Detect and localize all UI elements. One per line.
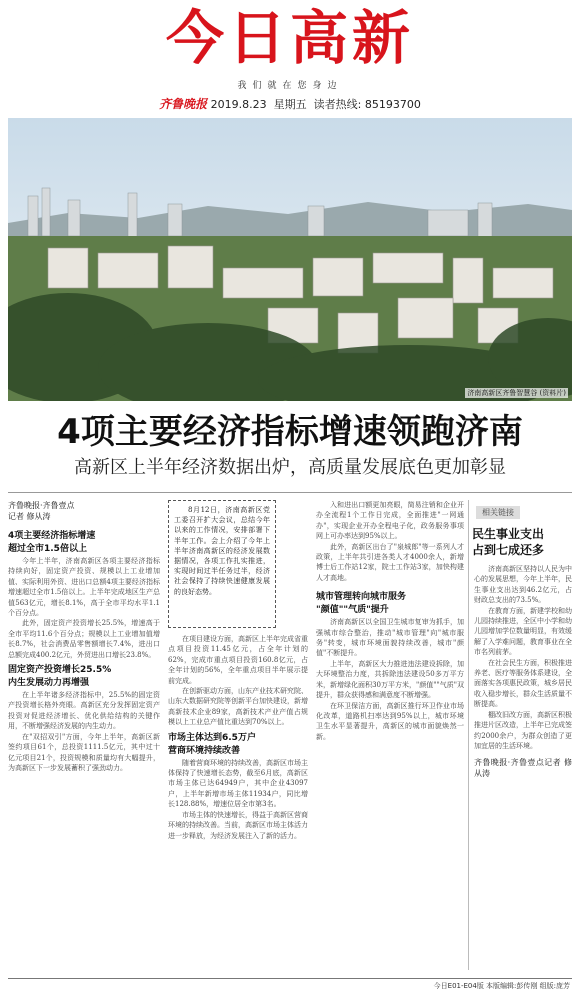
paragraph: 棚改旧改方面，高新区积极推进片区改造，上半年已完成签约2000余户，为群众创造了更加宜居的生活环境。	[474, 710, 572, 750]
issue-weekday: 星期五	[273, 98, 307, 111]
sidebar-headline-line2: 占到七成还多	[472, 543, 545, 557]
headline-divider	[8, 492, 572, 493]
masthead-title: 今日高新	[165, 4, 414, 72]
subhead-3a: 市场主体达到6.5万户	[168, 732, 256, 743]
subhead-4b: "颜值""气质"提升	[316, 605, 389, 616]
paragraph: 在"双招双引"方面，今年上半年，高新区新签约项目61个，总投资1111.5亿元，其中过十亿元项目21个，投资规模和质量均有大幅提升，为高新区下一步发展蓄积了强劲动力。	[8, 732, 160, 772]
byline-source: 齐鲁晚报·齐鲁壹点	[8, 501, 75, 510]
sidebar-headline-line1: 民生事业支出	[472, 527, 545, 541]
paragraph: 在上半年诸多经济指标中，25.5%的固定资产投资增长格外亮眼。高新区充分发挥固定资产投资对促进经济增长、优化供给结构的关键作用，不断增强经济发展的内生动力。	[8, 691, 160, 731]
paragraph: 在环卫保洁方面，高新区推行环卫作业市场化改革，道路机扫率达到95%以上，城市环境卫生水平显著提升，高新区的城市面貌焕然一新。	[316, 701, 464, 741]
page-footer: 今日E01-E04版 本版编辑:彭传刚 组版:庞芳	[433, 982, 570, 990]
headline: 4项主要经济指标增速领跑济南	[57, 412, 523, 452]
article-column-1	[8, 500, 160, 773]
city-photo-illustration	[8, 118, 572, 401]
lead-summary-box: 8月12日，济南高新区党工委召开扩大会议，总结今年以来的工作情况，安排部署下半年工作。会上介绍了今年上半年济南高新区的经济发展数据情况，各项工作扎实推进，实现时间过半任务过半，经济社会保持了持续快速健康发展的良好态势。	[168, 500, 276, 628]
subhead-1b: 超过全市1.5倍以上	[8, 544, 87, 554]
subhead-2b: 内生发展动力再增强	[8, 678, 90, 689]
issue-date: 2019.8.23	[210, 98, 267, 111]
paragraph: 随着营商环境的持续改善，高新区市场主体保持了快速增长态势，截至6月底，高新区市场主体已达64949户，其中企业43097户，上半年新增市场主体11934户，同比增长128.88%，增速位居全市第3名。	[168, 758, 308, 809]
subhead-1a: 4项主要经济指标增速	[8, 531, 96, 541]
sidebar-byline: 齐鲁晚报·齐鲁壹点记者 修从涛	[474, 758, 572, 779]
hotline-label: 读者热线:	[313, 98, 362, 111]
sidebar-divider	[468, 500, 469, 970]
paragraph: 入和进出口额更加亮眼，简易注销和企业开办全流程1个工作日完成，全面推进"一网通办"，实现企业开办全程电子化，政务服务事项网上可办率达到95%以上。	[316, 501, 464, 541]
paragraph: 在教育方面，新建学校和幼儿园持续推进，全区中小学和幼儿园增加学位数量明显，有效缓解了入学难问题，教育事业在全市名列前茅。	[474, 606, 572, 657]
paragraph: 在创新驱动方面，山东产业技术研究院、山东大数据研究院等创新平台加快建设，新增高新技术企业89家，高新技术产业产值占规模以上工业总产值比重达到70%以上。	[168, 687, 308, 727]
byline-reporter: 记者 修从涛	[8, 512, 51, 521]
city-photo	[8, 118, 572, 401]
sidebar-tag: 相关链接	[476, 506, 520, 519]
article-column-2	[168, 634, 308, 841]
article-column-3	[316, 500, 464, 742]
paragraph: 济南高新区坚持以人民为中心的发展思想，今年上半年，民生事业支出达到46.2亿元，占财政总支出的73.5%。	[474, 565, 572, 605]
paper-logo: 齐鲁晚报	[159, 97, 208, 111]
paragraph: 上半年，高新区大力推进违法建设拆除，加大环境整治力度，共拆除违法建设50多万平方米，新增绿化面积30万平方米，"颜值""气质"双提升，群众获得感和满意度不断增强。	[316, 659, 464, 700]
subhead-4a: 城市管理转向城市服务	[316, 592, 407, 603]
masthead-slogan: 我们就在您身边	[237, 81, 343, 91]
paragraph: 在社会民生方面，积极推进养老、医疗等服务体系建设，全面落实各项惠民政策，城乡居民收入稳步增长，群众生活质量不断提高。	[474, 658, 572, 709]
hotline-number: 85193700	[364, 98, 421, 111]
paragraph: 今年上半年，济南高新区各项主要经济指标持续向好，固定资产投资、规模以上工业增加值、实际利用外资、进出口总额4项主要经济指标增速超过全市1.5倍以上。上半年完成地区生产总值563亿元，增长8.1%，高于全市平均水平1.1个百分点。	[8, 557, 160, 618]
subheadline: 高新区上半年经济数据出炉，高质量发展底色更加彰显	[74, 457, 506, 478]
sidebar-headline	[472, 526, 572, 558]
photo-caption: 济南高新区齐鲁智慧谷 (资料片)	[467, 389, 566, 397]
paragraph: 市场主体的快速增长，得益于高新区营商环境的持续改善。当前，高新区市场主体活力进一步释放，为经济发展注入了新的活力。	[168, 810, 308, 840]
paragraph: 在项目建设方面，高新区上半年完成省重点项目投资11.45亿元，占全年计划的62%，完成市重点项目投资160.8亿元，占全年计划的56%，全年重点项目半年展示提前完成。	[168, 635, 308, 685]
paragraph: 此外，固定资产投资增长25.5%，增速高于全市平均11.6个百分点；规模以上工业增加值增长8.7%，社会消费品零售额增长7.4%，进出口总额完成400.2亿元，外贸进出口增长23.8%。	[8, 619, 160, 659]
masthead-info	[0, 95, 580, 112]
paragraph: 济南高新区以全国卫生城市复审为抓手，加强城市综合整治，推动"城市管理"向"城市服务"转变，城市环境面貌持续改善，城市"颜值"不断提升。	[316, 618, 464, 658]
paragraph: 此外，高新区出台了"泉城郎"等一系列人才政策，上半年共引进各类人才4000余人，新增博士后工作站12家，院士工作站3家，加快构建人才高地。	[316, 542, 464, 582]
sidebar-body	[474, 564, 572, 779]
subhead-3b: 营商环境持续改善	[168, 745, 241, 756]
footer-divider	[8, 978, 572, 979]
subhead-2a: 固定资产投资增长25.5%	[8, 665, 112, 676]
